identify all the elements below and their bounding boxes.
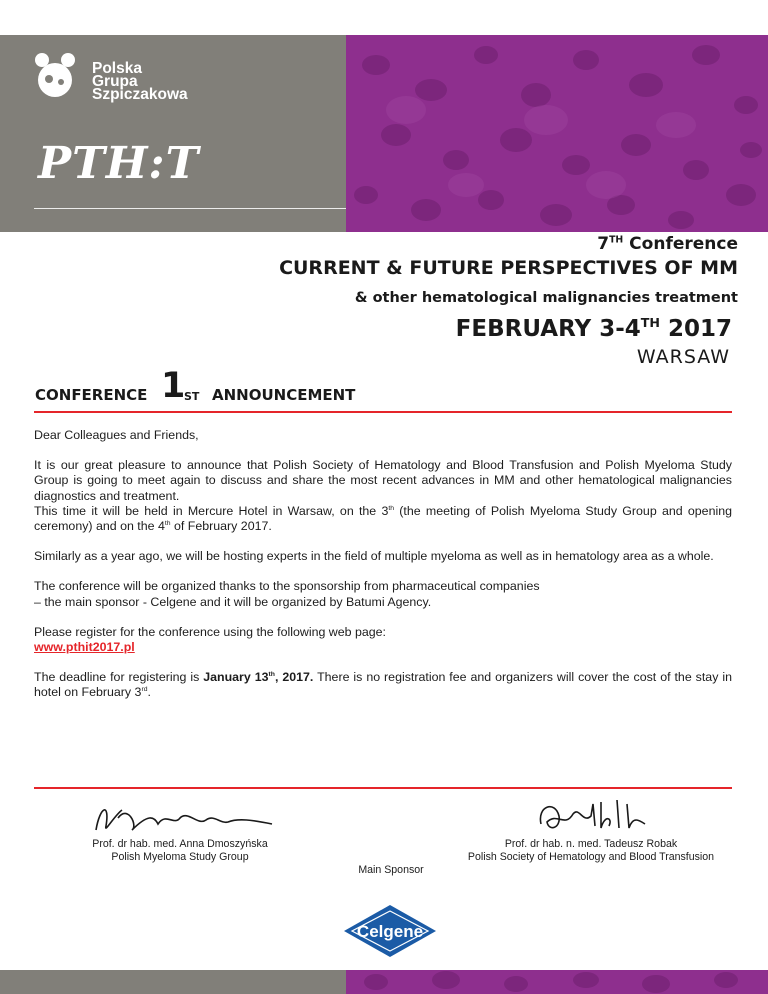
registration-link[interactable]: www.pthit2017.pl [34, 640, 135, 655]
conference-number-digit: 7 [597, 234, 610, 254]
p1b-sup-2: th [164, 520, 171, 528]
p5-pre: The deadline for registering is [34, 670, 204, 685]
letter-body [34, 428, 732, 716]
signature-right-caption [448, 838, 734, 864]
conference-number-label: Conference [623, 234, 738, 254]
celgene-logo-text: Celgene [356, 922, 424, 941]
paragraph-1: It is our great pleasure to announce that Polish Society of Hematology and Blood Transfusion and Polish Myeloma Study Group is going to meet again to discuss and share the most recent advances in MM and other hematological malignancies diagnostics and treatment. [34, 458, 732, 503]
p5-end: . [147, 685, 151, 700]
paragraph-5 [34, 670, 732, 700]
conference-number-suffix: TH [609, 234, 624, 246]
signatory-left-name: Prof. dr hab. med. Anna Dmoszyńska [92, 838, 268, 850]
paragraph-4 [34, 625, 732, 655]
date-suffix: TH [640, 315, 660, 331]
p1b-pre: This time it will be held in Mercure Hotel in Warsaw, on the 3 [34, 503, 389, 518]
conference-city: WARSAW [636, 346, 730, 368]
p1b-mid: (the meeting of Polish Myeloma Study Group and opening ceremony) and on the 4 [34, 503, 732, 534]
p3-line-2: – the main sponsor - Celgene and it will be organized by Batumi Agency. [34, 594, 432, 609]
celgene-logo [340, 903, 440, 959]
logo-line-3: Szpiczakowa [92, 86, 188, 103]
footer-purple-band [346, 970, 768, 994]
signature-left-caption [66, 838, 294, 864]
date-year: 2017 [659, 316, 732, 342]
p1b-sup-1: th [388, 505, 395, 513]
paragraph-2: Similarly as a year ago, we will be hosting experts in the field of multiple myeloma as well as in hematology area as a whole. [34, 549, 714, 564]
pthit-logo-text: PTH:T [38, 138, 200, 189]
p5-sup-2: rd [141, 686, 148, 694]
greeting: Dear Colleagues and Friends, [34, 428, 199, 442]
p5-sup: th [268, 671, 275, 679]
paragraph-1b [34, 504, 732, 534]
p3-line-1: The conference will be organized thanks to the sponsorship from pharmaceutical companies [34, 579, 540, 594]
signature-robak [535, 794, 655, 838]
footer-gray-band [0, 970, 346, 994]
signatory-left-org: Polish Myeloma Study Group [111, 851, 249, 863]
main-sponsor-label: Main Sponsor [358, 864, 424, 876]
signature-dmoszynska [88, 796, 278, 838]
p1b-post: of February 2017. [170, 519, 272, 534]
logo-text [92, 62, 252, 101]
announcement-number: 1 [161, 366, 186, 406]
p5-post: There is no registration fee and organizers will cover the cost of the stay in hotel on February 3 [34, 670, 732, 700]
bottom-red-divider [34, 787, 732, 789]
conference-subtitle: & other hematological malignancies treatment [354, 290, 738, 306]
conference-date [456, 316, 732, 342]
header-cell-image [346, 35, 768, 232]
logo-line-2: Grupa [92, 73, 138, 90]
footer-cell-pattern [346, 970, 768, 994]
logo-line-1: Polska [92, 60, 142, 77]
announcement-word-2: ANNOUNCEMENT [212, 386, 356, 404]
paragraph-3 [34, 579, 732, 609]
conference-title: CURRENT & FUTURE PERSPECTIVES OF MM [279, 257, 738, 279]
top-red-divider [34, 411, 732, 413]
conference-number [597, 234, 738, 254]
cell-pattern-image [346, 35, 768, 232]
p4-text: Please register for the conference using the following web page: [34, 624, 386, 639]
p5-bold-1: January 13 [203, 670, 269, 685]
signatory-right-org: Polish Society of Hematology and Blood Transfusion [467, 851, 715, 863]
p5-bold-2: , 2017. [274, 670, 314, 685]
header-divider [34, 208, 346, 209]
announcement-number-suffix: ST [184, 390, 200, 403]
date-prefix: FEBRUARY 3-4 [455, 316, 641, 342]
announcement-word-1: CONFERENCE [35, 386, 148, 404]
signatory-right-name: Prof. dr hab. n. med. Tadeusz Robak [504, 838, 678, 850]
